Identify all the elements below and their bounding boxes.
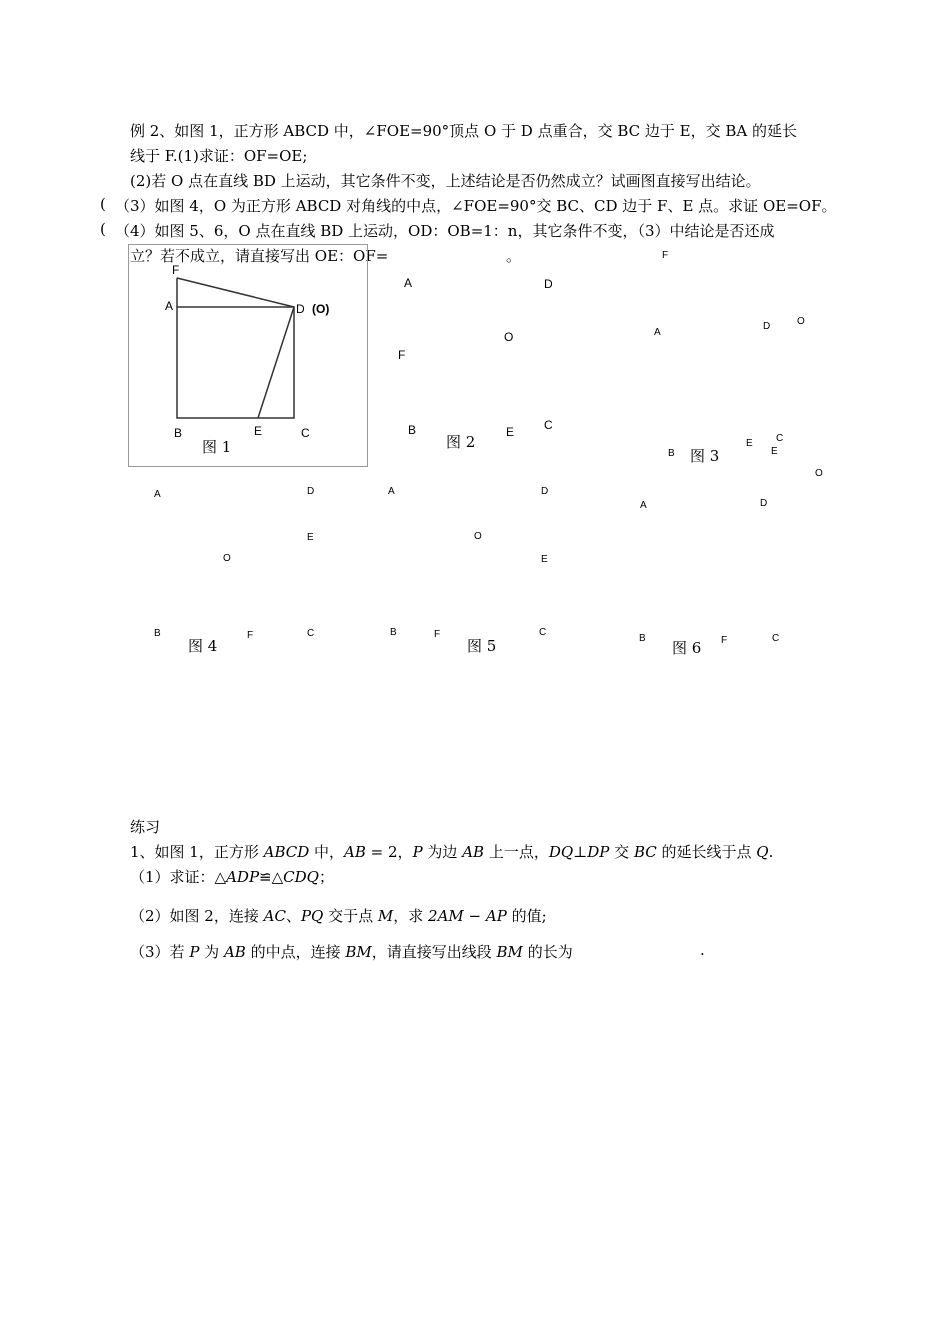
fig3-label-d: D — [763, 321, 771, 332]
example-line-4-bracket: ( — [100, 195, 106, 213]
fig4-label-b: B — [154, 628, 161, 639]
example-line-6-end: 。 — [506, 247, 522, 265]
fig1-caption: 图 1 — [202, 438, 232, 456]
fig4-label-c: C — [307, 628, 315, 639]
fig6-label-c: C — [772, 633, 780, 644]
example-line-5: （4）如图 5、6，O 点在直线 BD 上运动，OD：OB=1：n，其它条件不变，（3）中结论是否还成 — [115, 222, 775, 240]
fig5-caption: 图 5 — [467, 637, 497, 655]
fig1-label-f: F — [172, 263, 180, 277]
fig1-label-c: C — [301, 426, 310, 440]
fig4-caption: 图 4 — [188, 637, 218, 655]
example-line-3: (2)若 O 点在直线 BD 上运动，其它条件不变，上述结论是否仍然成立？试画图直接写出结论。 — [130, 172, 761, 190]
fig6-label-b: B — [639, 633, 646, 644]
example-line-5-bracket: ( — [100, 220, 106, 238]
fig2-label-e: E — [506, 425, 515, 439]
fig2-caption: 图 2 — [446, 433, 476, 451]
fig4-label-a: A — [154, 489, 161, 500]
fig5-label-f: F — [434, 629, 441, 640]
fig5-label-o: O — [474, 531, 482, 542]
fig3-caption: 图 3 — [690, 447, 720, 465]
fig2-label-d: D — [544, 277, 553, 291]
fig3-label-o: O — [797, 316, 805, 327]
fig5-label-e: E — [541, 554, 548, 565]
example-line-4: （3）如图 4，O 为正方形 ABCD 对角线的中点，∠FOE=90°交 BC、CD 边于 F、E 点。求证 OE=OF。 — [115, 197, 837, 215]
fig3-label-f: F — [662, 250, 669, 261]
fig6-caption: 图 6 — [672, 639, 702, 657]
fig3-label-e2: E — [771, 446, 778, 457]
fig5-label-d: D — [541, 486, 549, 497]
fig1-label-o: (O) — [312, 302, 330, 316]
practice-q1-part1: （1）求证：△ADP≌△CDQ； — [130, 868, 334, 886]
line-fd — [177, 278, 294, 307]
fig4-label-f: F — [247, 630, 254, 641]
fig5-label-c: C — [539, 627, 547, 638]
figure-1 — [128, 244, 368, 467]
fig2-label-a: A — [404, 276, 413, 290]
fig2-label-c: C — [544, 418, 553, 432]
line-de — [258, 307, 294, 418]
practice-q1: 1、如图 1，正方形 ABCD 中，AB = 2，P 为边 AB 上一点，DQ⊥DP 交 BC 的延长线于点 Q. — [130, 843, 774, 861]
fig5-label-b: B — [390, 627, 397, 638]
fig5-label-a: A — [388, 486, 395, 497]
example-line-6: 立？若不成立，请直接写出 OE：OF= — [130, 247, 389, 265]
fig3-label-a: A — [654, 327, 661, 338]
practice-title: 练习 — [130, 818, 161, 836]
fig3-label-b: B — [668, 448, 675, 459]
figure-1-drawing — [129, 245, 367, 466]
fig1-label-e: E — [254, 424, 263, 438]
fig3-label-e1: E — [746, 438, 753, 449]
practice-q1-part3: （3）若 P 为 AB 的中点，连接 BM，请直接写出线段 BM 的长为 — [130, 943, 573, 961]
example-line-2: 线于 F.(1)求证：OF=OE; — [130, 147, 308, 165]
fig2-label-f: F — [398, 348, 406, 362]
practice-q1-part2: （2）如图 2，连接 AC、PQ 交于点 M，求 2AM − AP 的值; — [130, 907, 547, 925]
fig2-label-o: O — [504, 330, 514, 344]
practice-q1-part3-end: . — [700, 941, 705, 959]
fig1-label-a: A — [165, 299, 174, 313]
fig2-label-b: B — [408, 423, 417, 437]
fig6-label-o: O — [815, 468, 823, 479]
example-line-1: 例 2、如图 1，正方形 ABCD 中，∠FOE=90°顶点 O 于 D 点重合，交 BC 边于 E，交 BA 的延长 — [130, 122, 797, 140]
fig6-label-f: F — [721, 635, 728, 646]
fig3-label-c: C — [776, 433, 784, 444]
fig1-label-d: D — [296, 302, 305, 316]
fig6-label-d: D — [760, 498, 768, 509]
fig4-label-o: O — [223, 553, 231, 564]
fig6-label-a: A — [640, 500, 647, 511]
fig1-label-b: B — [174, 426, 183, 440]
fig4-label-d: D — [307, 486, 315, 497]
fig4-label-e: E — [307, 532, 314, 543]
